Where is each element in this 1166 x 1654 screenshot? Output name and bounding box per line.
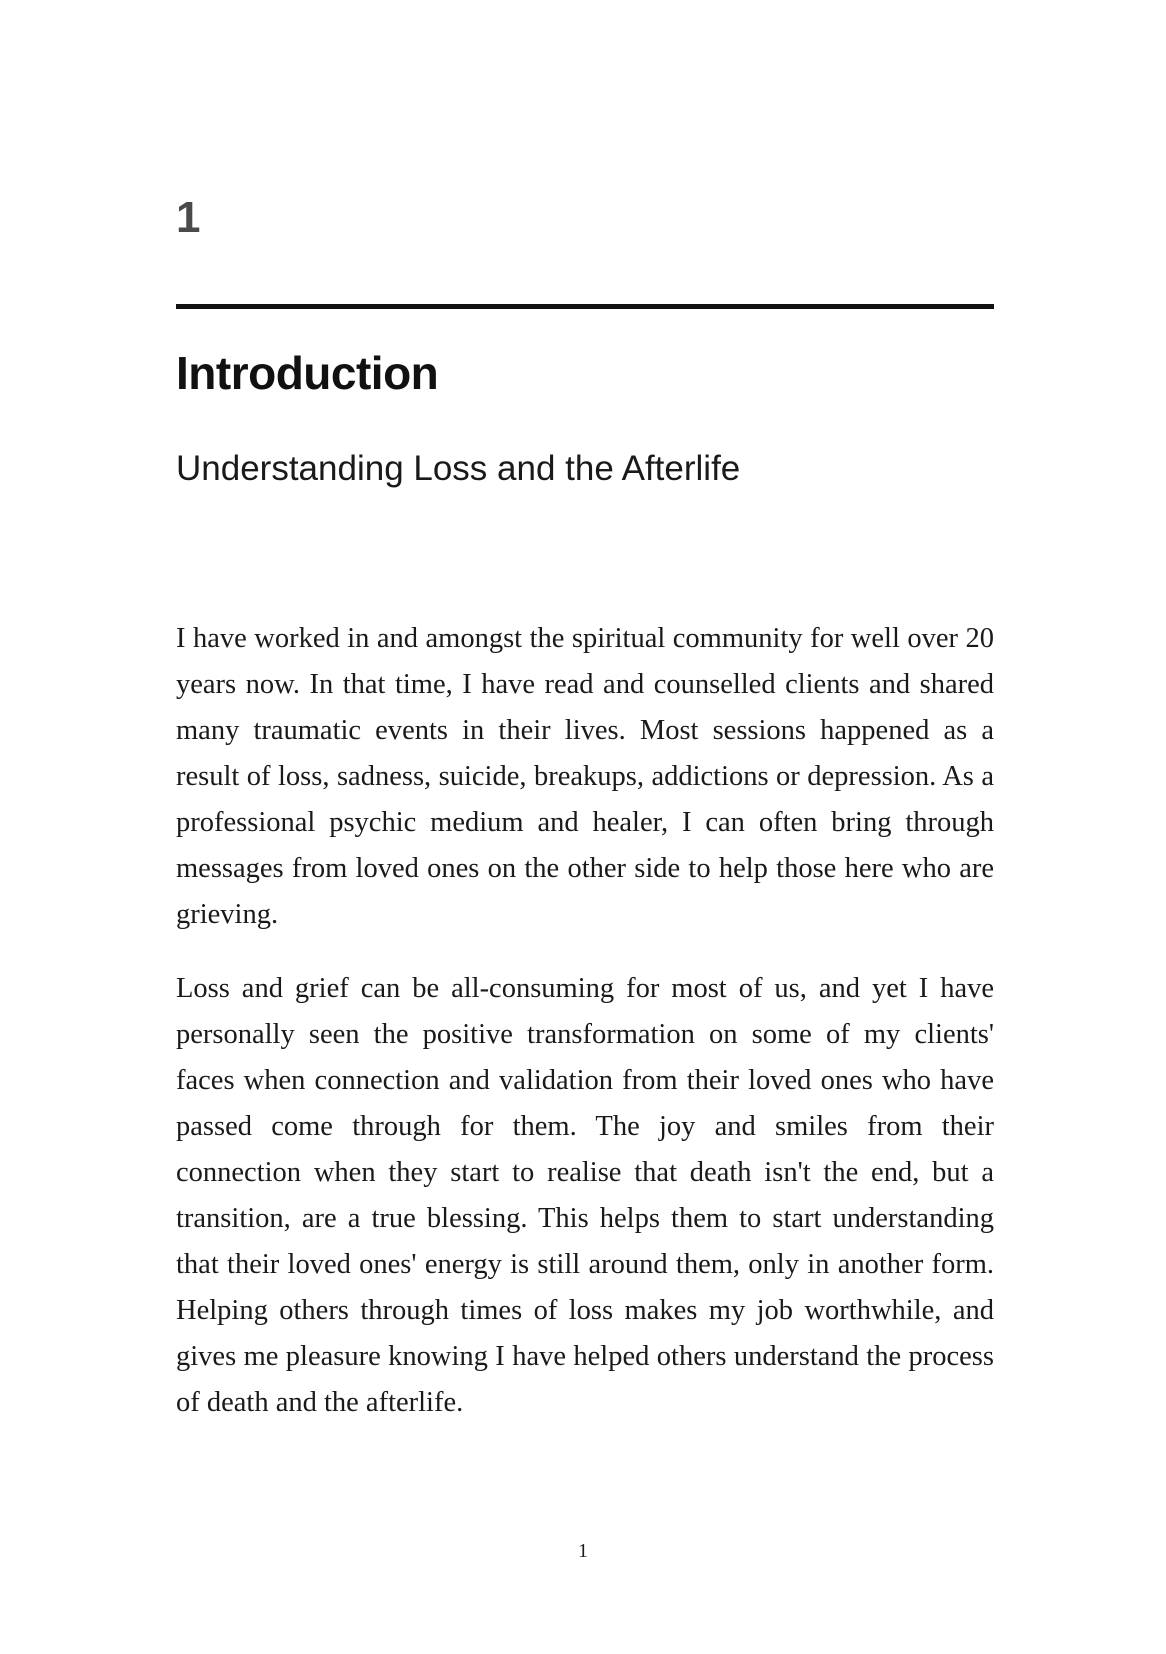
page-number: 1 [578, 1540, 588, 1562]
paragraph: Loss and grief can be all-consuming for most of us, and yet I have personally seen the positive transformation on some of my clients' faces when connection and validation from their loved ones who have passed come through for them. The joy and smiles from their connection when they start to realise that death isn't the end, but a transition, are a true blessing. This helps them to start understanding that their loved ones' energy is still around them, only in another form. Helping others through times of loss makes my job worthwhile, and gives me pleasure knowing I have helped others understand the process of death and the afterlife. [176, 973, 994, 1418]
chapter-number: 1 [176, 193, 201, 242]
paragraph: I have worked in and amongst the spiritual community for well over 20 years now. In that time, I have read and counselled clients and shared many traumatic events in their lives. Most sessions happened as a result of loss, sadness, suicide, breakups, addictions or depression. As a professional psychic medium and healer, I can often bring through messages from loved ones on the other side to help those here who are grieving. [176, 623, 994, 930]
chapter-title: Introduction [176, 347, 439, 399]
body-text [176, 616, 994, 1454]
chapter-subtitle: Understanding Loss and the Afterlife [176, 449, 741, 488]
chapter-divider [176, 304, 994, 309]
